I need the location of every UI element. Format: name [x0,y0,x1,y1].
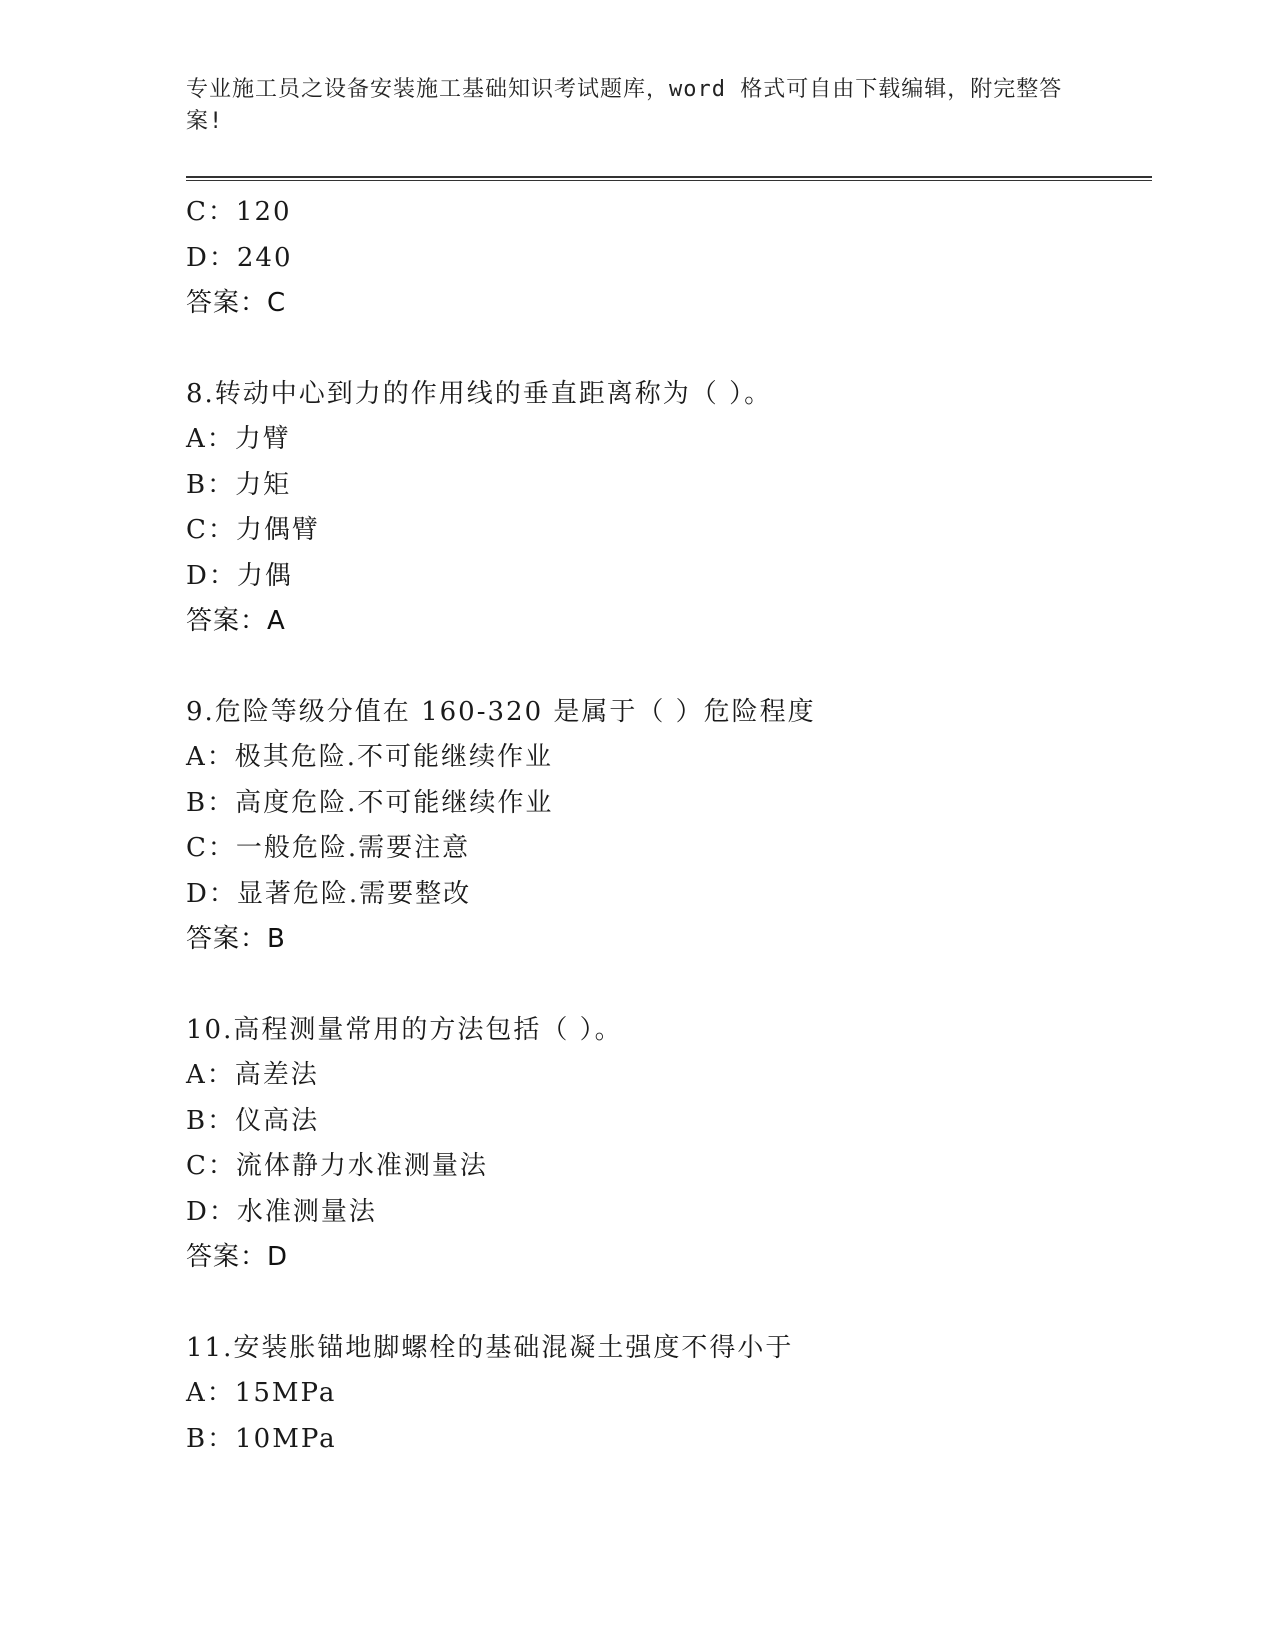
question-9 [186,690,1146,963]
option-b: B：高度危险.不可能继续作业 [186,787,554,818]
option-b: B：仪高法 [186,1105,320,1136]
option-a: A：高差法 [186,1060,319,1090]
option-b: B：10MPa [186,1423,337,1454]
option-c: C：一般危险.需要注意 [186,833,471,863]
option-d: D：240 [186,242,293,273]
question-title: 10.高程测量常用的方法包括（ ）。 [186,1014,623,1045]
header-divider [186,176,1152,181]
previous-question-block [186,190,1146,327]
option-d: D：力偶 [186,560,293,591]
option-d: D：显著危险.需要整改 [186,878,472,909]
option-a: A：力臂 [186,424,291,454]
question-title: 11.安装胀锚地脚螺栓的基础混凝土强度不得小于 [186,1332,794,1363]
question-title: 8.转动中心到力的作用线的垂直距离称为（ ）。 [186,378,773,409]
document-body [186,190,1146,1462]
option-a: A：15MPa [186,1378,337,1408]
option-c: C：120 [186,197,292,227]
answer-line: 答案：D [186,1242,289,1272]
answer-line: 答案：C [186,288,287,318]
option-c: C：流体静力水准测量法 [186,1151,488,1181]
option-b: B：力矩 [186,469,292,500]
option-d: D：水准测量法 [186,1196,377,1227]
question-8 [186,372,1146,645]
answer-line: 答案：A [186,606,286,636]
header-text: 专业施工员之设备安装施工基础知识考试题库，word 格式可自由下载编辑，附完整答案! [186,77,1063,134]
answer-line: 答案：B [186,924,286,954]
question-11 [186,1326,1146,1463]
question-title: 9.危险等级分值在 160-320 是属于（ ）危险程度 [186,696,816,727]
question-10 [186,1008,1146,1281]
option-c: C：力偶臂 [186,515,320,545]
option-a: A：极其危险.不可能继续作业 [186,742,554,772]
page-header [186,74,1066,138]
